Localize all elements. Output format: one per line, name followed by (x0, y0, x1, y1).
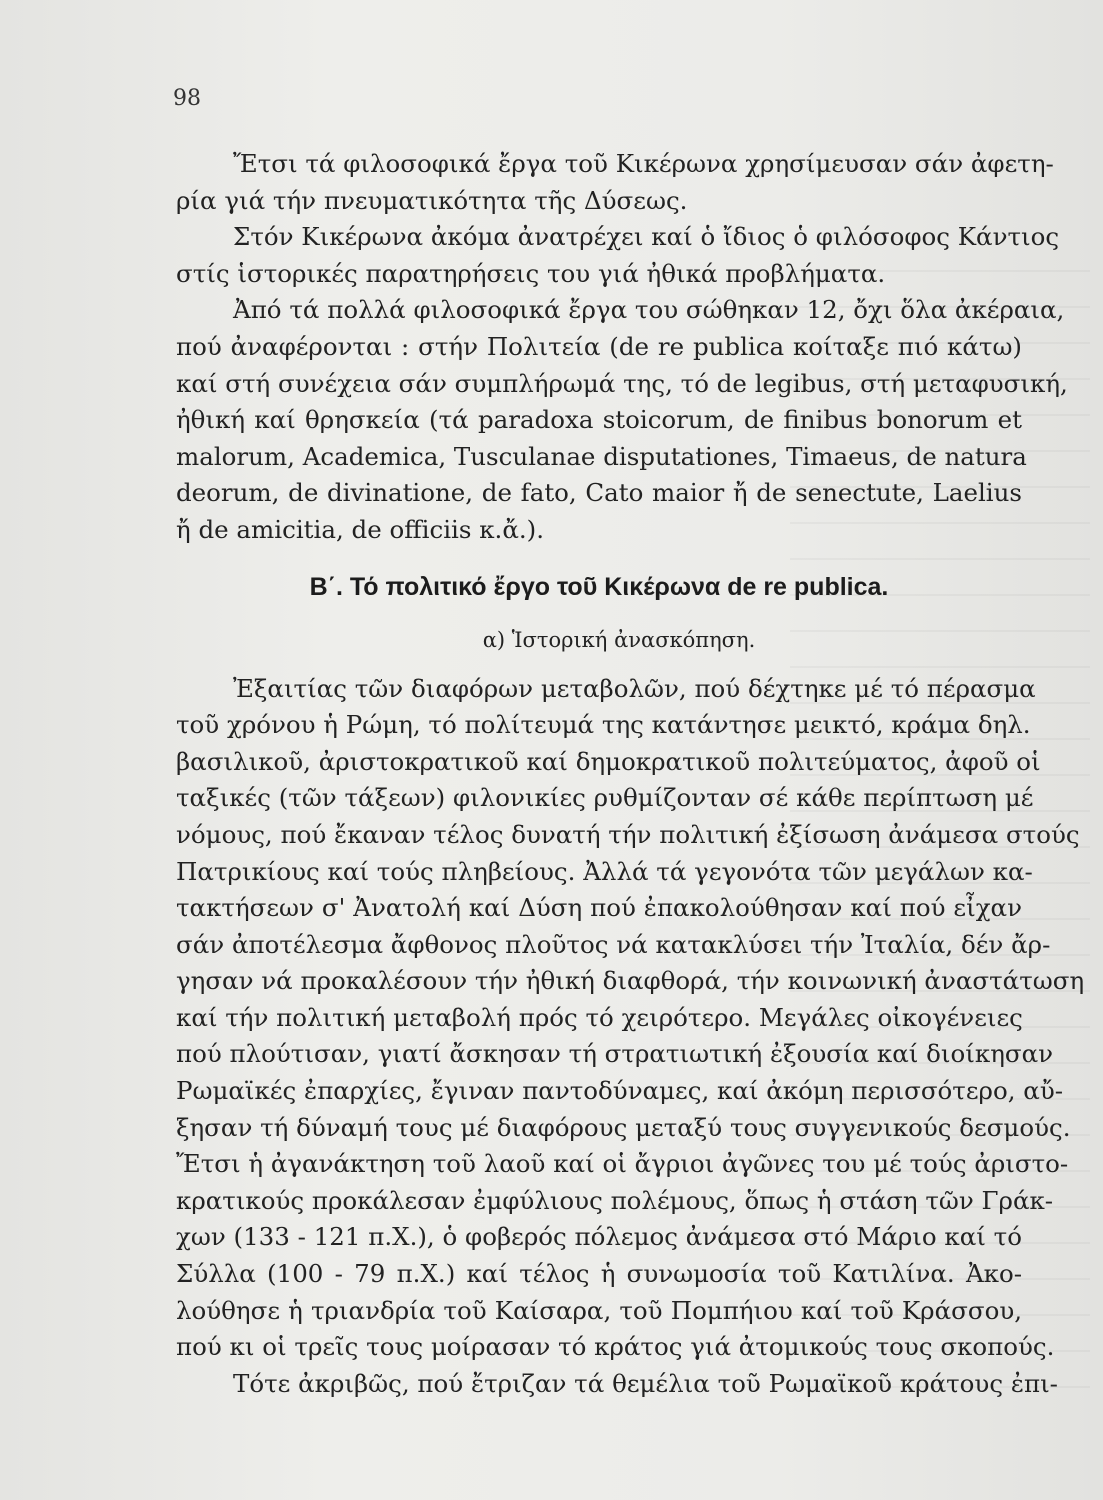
text-line: κρατικούς προκάλεσαν ἐμφύλιους πολέμους, ὅπως ἡ στάση τῶν Γράκ- (176, 1185, 1054, 1215)
text-line: πού κι οἱ τρεῖς τους μοίρασαν τό κράτος γιά ἀτομικούς τους σκοπούς. (176, 1332, 1055, 1362)
section-heading: Β΄. Τό πολιτικό ἔργο τοῦ Κικέρωνα de re publica. (309, 572, 889, 601)
page-number: 98 (173, 86, 201, 111)
text-line: Ἀπό τά πολλά φιλοσοφικά ἔργα του σώθηκαν 12, ὄχι ὅλα ἀκέραια, (233, 295, 1065, 325)
text-line: πού ἀναφέρονται : στήν Πολιτεία (de re publica κοίταξε πιό κάτω) (176, 331, 1022, 361)
text-line: νόμους, πού ἔκαναν τέλος δυνατή τήν πολιτική ἐξίσωση ἀνάμεσα στούς (176, 819, 1080, 849)
text-line: Σύλλα (100 - 79 π.Χ.) καί τέλος ἡ συνωμοσία τοῦ Κατιλίνα. Ἀκο- (176, 1259, 1022, 1289)
text-line: Ἔτσι ἡ ἀγανάκτηση τοῦ λαοῦ καί οἱ ἄγριοι ἀγῶνες του μέ τούς ἀριστο- (176, 1149, 1069, 1179)
text-line: ταξικές (τῶν τάξεων) φιλονικίες ρυθμίζονταν σέ κάθε περίπτωση μέ (176, 783, 1034, 813)
text-line: καί στή συνέχεια σάν συμπλήρωμά της, τό de legibus, στή μεταφυσική, (176, 368, 1068, 398)
text-line: χων (133 - 121 π.Χ.), ὁ φοβερός πόλεμος ἀνάμεσα στό Μάριο καί τό (176, 1222, 1022, 1252)
text-line: σάν ἀποτέλεσμα ἄφθονος πλοῦτος νά κατακλύσει τήν Ἰταλία, δέν ἄρ- (176, 929, 1051, 959)
text-line: τακτήσεων σ' Ἀνατολή καί Δύση πού ἐπακολούθησαν καί πού εἶχαν (176, 893, 1022, 923)
text-line: Τότε ἀκριβῶς, πού ἔτριζαν τά θεμέλια τοῦ Ρωμαϊκοῦ κράτους ἐπι- (233, 1368, 1058, 1398)
text-line: ἠθική καί θρησκεία (τά paradoxa stoicorum, de finibus bonorum et (176, 405, 1022, 435)
text-line: deorum, de divinatione, de fato, Cato maior ἤ de senectute, Laelius (176, 478, 1022, 508)
page-body (176, 146, 1085, 1402)
text-line: πού πλούτισαν, γιατί ἄσκησαν τή στρατιωτική ἐξουσία καί διοίκησαν (176, 1039, 1054, 1069)
text-line: γησαν νά προκαλέσουν τήν ἠθική διαφθορά, τήν κοινωνική ἀναστάτωση (176, 966, 1085, 996)
text-line: ρία γιά τήν πνευματικότητα τῆς Δύσεως. (176, 185, 688, 215)
text-line: malorum, Academica, Tusculanae disputationes, Timaeus, de natura (176, 441, 1027, 471)
text-line: λούθησε ἡ τριανδρία τοῦ Καίσαρα, τοῦ Πομπήιου καί τοῦ Κράσσου, (176, 1295, 1022, 1325)
text-line: Ἐξαιτίας τῶν διαφόρων μεταβολῶν, πού δέχτηκε μέ τό πέρασμα (233, 673, 1036, 703)
text-line: Πατρικίους καί τούς πληβείους. Ἀλλά τά γεγονότα τῶν μεγάλων κα- (176, 856, 1033, 886)
text-line: βασιλικοῦ, ἀριστοκρατικοῦ καί δημοκρατικοῦ πολιτεύματος, ἀφοῦ οἱ (176, 746, 1041, 776)
text-line: ξησαν τή δύναμή τους μέ διαφόρους μεταξύ τους συγγενικούς δεσμούς. (176, 1112, 1071, 1142)
text-line: ἤ de amicitia, de officiis κ.ἄ.). (176, 514, 545, 544)
text-line: καί τήν πολιτική μεταβολή πρός τό χειρότερο. Μεγάλες οἰκογένειες (176, 1002, 1023, 1032)
text-line: τοῦ χρόνου ἡ Ρώμη, τό πολίτευμά της κατάντησε μεικτό, κράμα δηλ. (176, 710, 1031, 740)
text-line: Ἔτσι τά φιλοσοφικά ἔργα τοῦ Κικέρωνα χρησίμευσαν σάν ἀφετη- (233, 149, 1054, 178)
text-line: στίς ἱστορικές παρατηρήσεις του γιά ἠθικά προβλήματα. (176, 258, 886, 288)
text-line: Στόν Κικέρωνα ἀκόμα ἀνατρέχει καί ὁ ἴδιος ὁ φιλόσοφος Κάντιος (233, 222, 1060, 252)
text-line: Ρωμαϊκές ἐπαρχίες, ἔγιναν παντοδύναμες, καί ἀκόμη περισσότερο, αὔ- (176, 1076, 1063, 1106)
subsection-heading: α) Ἱστορική ἀνασκόπηση. (482, 627, 756, 652)
